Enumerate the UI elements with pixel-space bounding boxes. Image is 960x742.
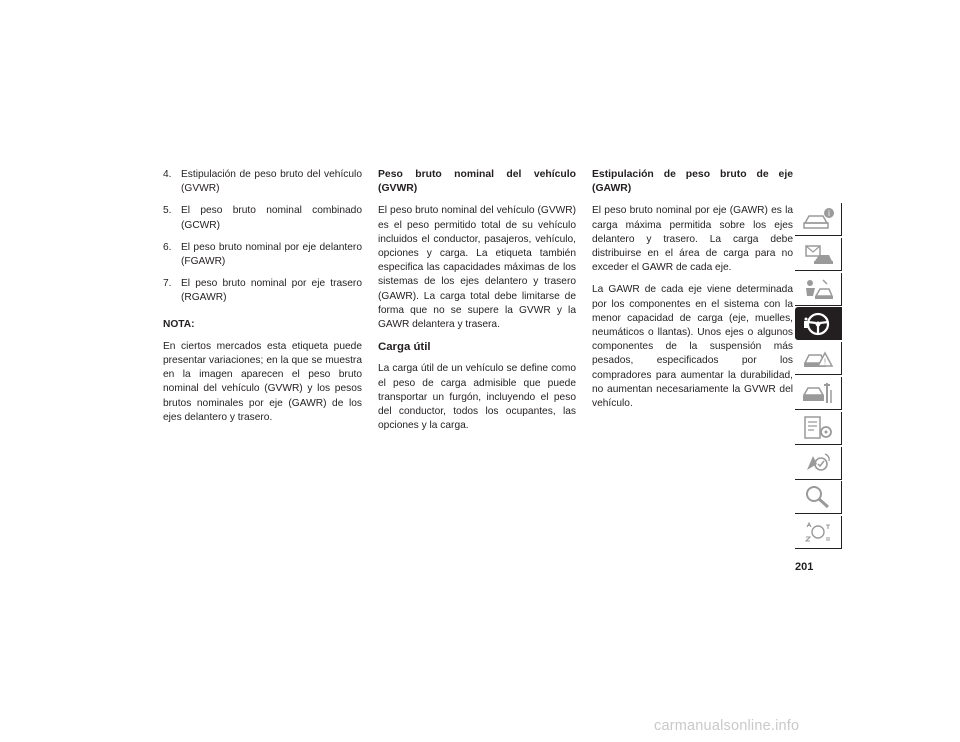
section-heading: Peso bruto nominal del vehículo (GVWR) [378,169,576,195]
search-index-icon [801,484,835,510]
list-number: 7. [163,278,172,290]
section-heading: Estipulación de peso bruto de eje (GAWR) [592,169,793,195]
steering-wheel-icon [801,310,835,336]
paragraph: La carga útil de un vehículo se define como el peso de carga admisible que puede transportar un furgón, incluyendo el peso del conductor, todos los ocupantes, las opciones y la carga. [378,363,576,432]
car-mail-icon [801,241,835,267]
tab-car-safety[interactable] [795,273,842,306]
list-number: 5. [163,205,172,217]
svg-text:i: i [827,209,831,218]
column-3 [592,168,793,419]
column-1 [163,168,362,433]
tab-multimedia[interactable] [795,447,842,480]
tab-search[interactable] [795,481,842,514]
column-2 [378,168,576,441]
list-text: El peso bruto nominal combinado (GCWR) [181,205,362,231]
car-safety-icon [801,276,835,302]
tab-car-mail[interactable] [795,238,842,271]
list-item [163,241,362,269]
paragraph: El peso bruto nominal por eje (GAWR) es la carga máxima permitida sobre los ejes delantero y trasero. La carga debe distribuirse en el área de carga para no exceder el GAWR de cada eje. [592,205,793,274]
list-text: El peso bruto nominal por eje trasero (RGAWR) [181,278,362,304]
car-service-icon [801,380,835,406]
tab-car-info[interactable] [795,203,842,236]
svg-text:!: ! [823,357,827,367]
paragraph: La GAWR de cada eje viene determinada por los componentes en el sistema con la menor capacidad de carga (eje, muelles, neumáticos o llantas). Unos ejes o algunos componentes de la suspensión más pesados, especificados por los compradores para aumentar la durabilidad, no aumentan necesariamente la GVWR del vehículo. [592,284,793,410]
list-item [163,204,362,232]
section-heading: Carga útil [378,341,431,354]
language-icon [801,519,835,545]
tab-language[interactable] [795,516,842,549]
list-text: El peso bruto nominal por eje delantero (FGAWR) [181,241,362,268]
multimedia-icon [801,450,835,476]
tab-maintenance[interactable] [795,412,842,445]
note-title: NOTA: [163,318,195,330]
list-text: Estipulación de peso bruto del vehículo (GVWR) [181,169,362,195]
tab-steering[interactable] [795,307,842,340]
watermark: carmanualsonline.info [654,718,800,734]
tab-car-warning[interactable] [795,342,842,375]
list-item [163,277,362,305]
note-text: En ciertos mercados esta etiqueta puede presentar variaciones; en la que se muestra en la imagen aparecen el peso bruto nominal del vehículo (GVWR) y los pesos brutos nominales por eje (GAWR) de los ejes delantero y trasero. [163,340,362,423]
car-info-icon [801,206,835,232]
list-number: 4. [163,169,172,180]
car-warning-icon [801,345,835,371]
maintenance-list-icon [801,415,835,441]
tab-car-service[interactable] [795,377,842,410]
paragraph: El peso bruto nominal del vehículo (GVWR) es el peso permitido total de su vehículo incluidos el conductor, pasajeros, vehículo, opciones y carga. La etiqueta también especifica las capacidades máximas de los sistemas de los ejes delantero y trasero (GAWR). La carga total debe limitarse de forma que no se supere la GVWR y la GAWR delantera y trasera. [378,205,576,331]
list-item [163,168,362,196]
list-number: 6. [163,241,172,253]
chapter-tabs [795,203,842,551]
page-number: 201 [795,561,814,573]
